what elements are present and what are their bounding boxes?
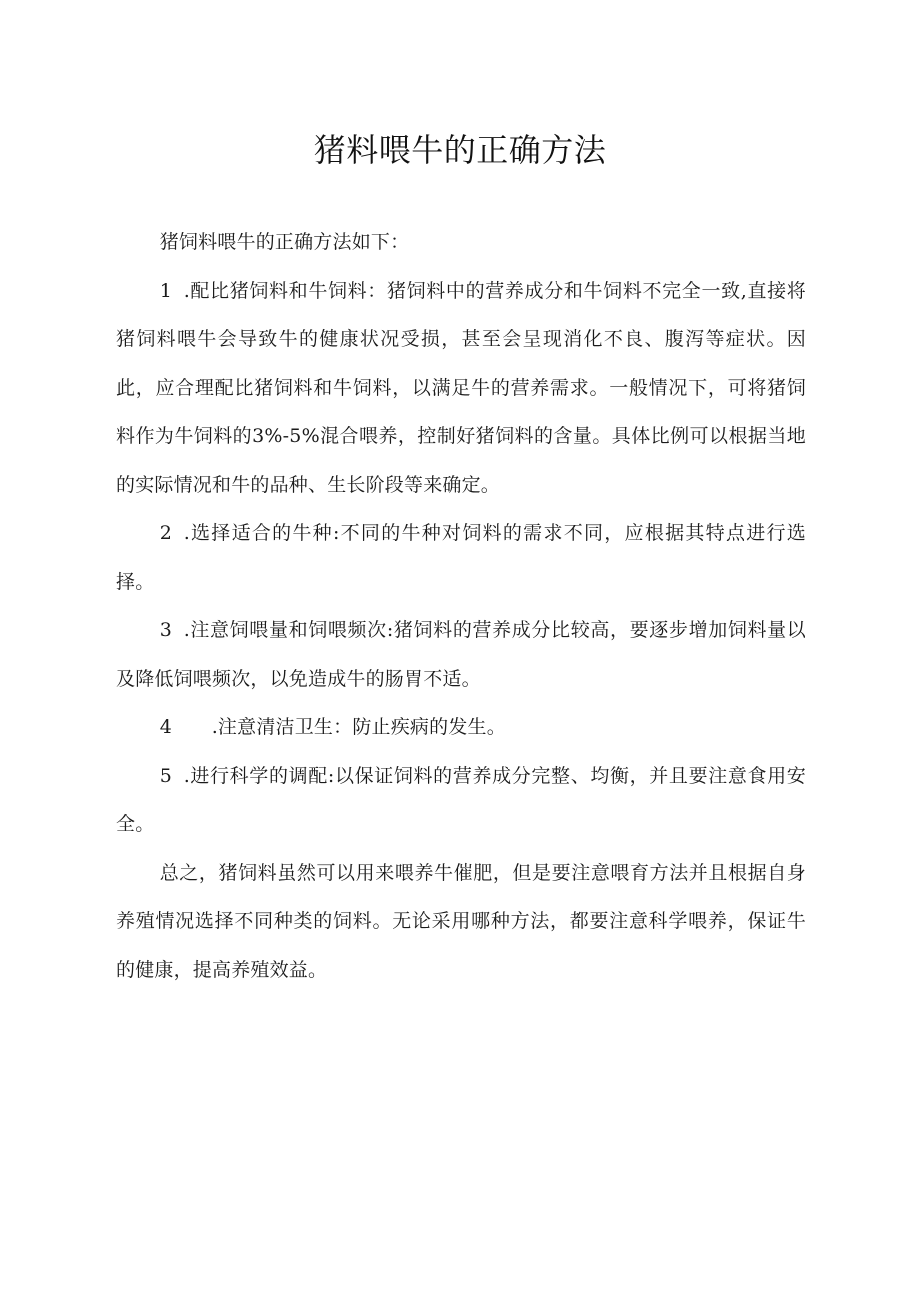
document-body (116, 218, 806, 994)
item-4-text: .注意清洁卫生：防止疾病的发生。 (211, 716, 506, 738)
item-5-number: 5 (159, 764, 172, 787)
item-1-paragraph (116, 267, 806, 510)
item-2-number: 2 (159, 522, 172, 544)
document-title: 猪料喂牛的正确方法 (313, 131, 607, 169)
item-2-paragraph (116, 509, 806, 606)
item-4-paragraph (116, 703, 806, 752)
item-3-number: 3 (159, 619, 172, 641)
item-5-paragraph (116, 752, 806, 849)
item-3-text: .注意饲喂量和饲喂频次:猪饲料的营养成分比较高，要逐步增加饲料量以及降低饲喂频次，以免造成牛的肠胃不适。 (116, 619, 806, 690)
item-1-text: .配比猪饲料和牛饲料：猪饲料中的营养成分和牛饲料不完全一致,直接将猪饲料喂牛会导致牛的健康状况受损，甚至会呈现消化不良、腹泻等症状。因此，应合理配比猪饲料和牛饲料，以满足牛的营养需求。一般情况下，可将猪饲料作为牛饲料的3%-5%混合喂养，控制好猪饲料的含量。具体比例可以根据当地的实际情况和牛的品种、生长阶段等来确定。 (116, 279, 806, 496)
item-1-number: 1 (159, 279, 172, 302)
item-5-text: .进行科学的调配:以保证饲料的营养成分完整、均衡，并且要注意食用安全。 (116, 764, 806, 835)
item-4-number: 4 (159, 716, 172, 738)
conclusion-paragraph: 总之，猪饲料虽然可以用来喂养牛催肥，但是要注意喂育方法并且根据自身养殖情况选择不同种类的饲料。无论采用哪种方法，都要注意科学喂养，保证牛的健康，提高养殖效益。 (116, 861, 806, 981)
item-2-text: .选择适合的牛种:不同的牛种对饲料的需求不同，应根据其特点进行选择。 (116, 522, 806, 593)
intro-paragraph: 猪饲料喂牛的正确方法如下： (159, 231, 410, 253)
item-3-paragraph (116, 606, 806, 703)
